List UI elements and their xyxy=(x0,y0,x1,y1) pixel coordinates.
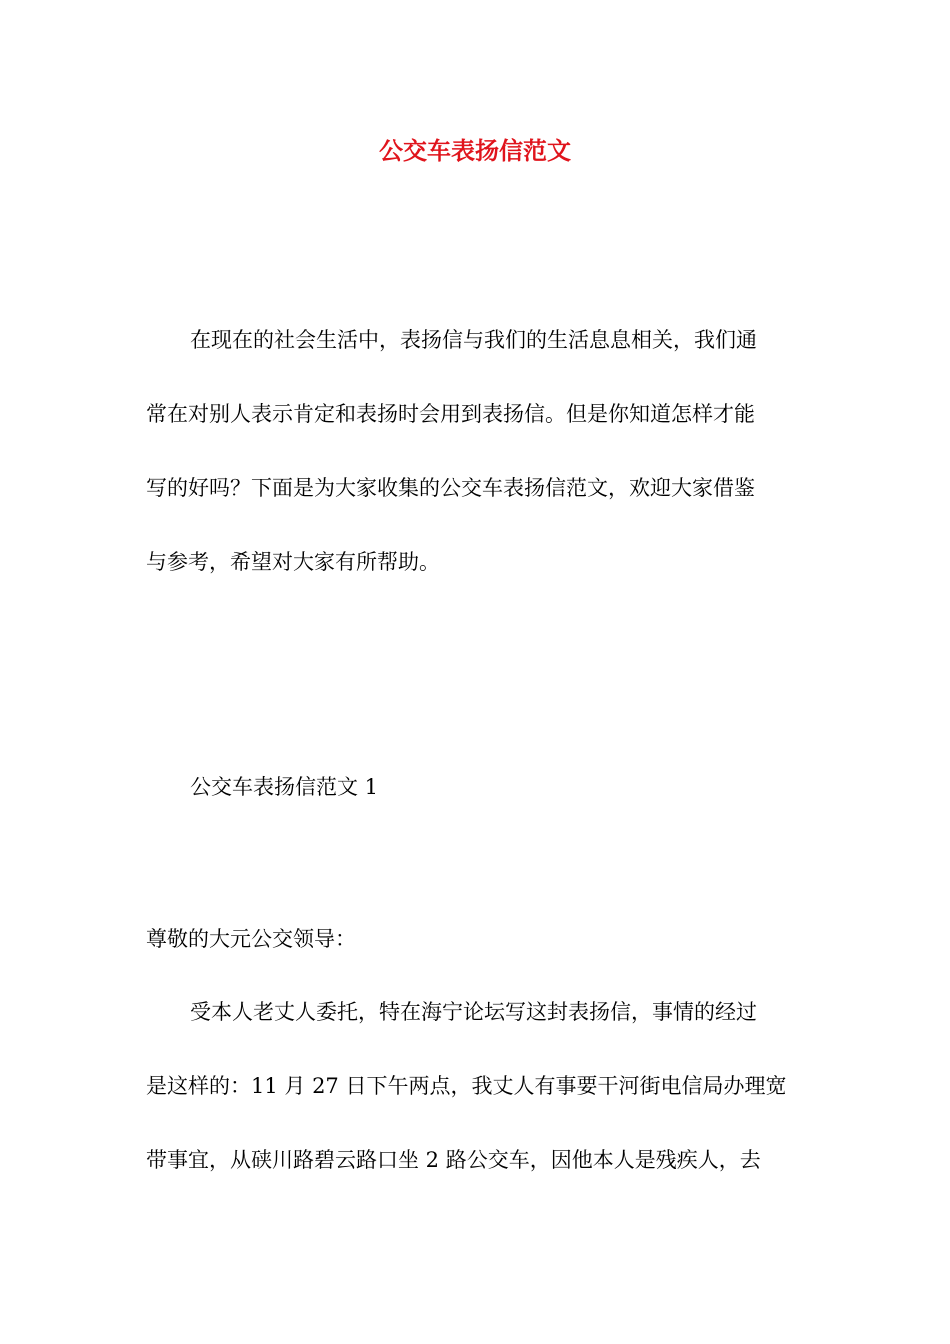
intro-line: 在现在的社会生活中，表扬信与我们的生活息息相关，我们通 xyxy=(190,328,757,352)
section-heading: 公交车表扬信范文 1 xyxy=(190,775,379,799)
body-line: 带事宜，从硖川路碧云路口坐 2 路公交车，因他本人是残疾人，去 xyxy=(146,1148,761,1172)
body-line: 是这样的：11 月 27 日下午两点，我丈人有事要干河街电信局办理宽 xyxy=(146,1074,787,1098)
intro-line: 写的好吗？下面是为大家收集的公交车表扬信范文，欢迎大家借鉴 xyxy=(146,476,755,500)
letter-body xyxy=(146,975,808,1197)
body-line: 受本人老丈人委托，特在海宁论坛写这封表扬信，事情的经过 xyxy=(190,1000,757,1024)
intro-line: 常在对别人表示肯定和表扬时会用到表扬信。但是你知道怎样才能 xyxy=(146,402,755,426)
intro-line: 与参考，希望对大家有所帮助。 xyxy=(146,550,440,574)
intro-paragraph xyxy=(146,303,808,599)
letter-salutation: 尊敬的大元公交领导： xyxy=(146,927,356,951)
document-title: 公交车表扬信范文 xyxy=(379,137,571,165)
